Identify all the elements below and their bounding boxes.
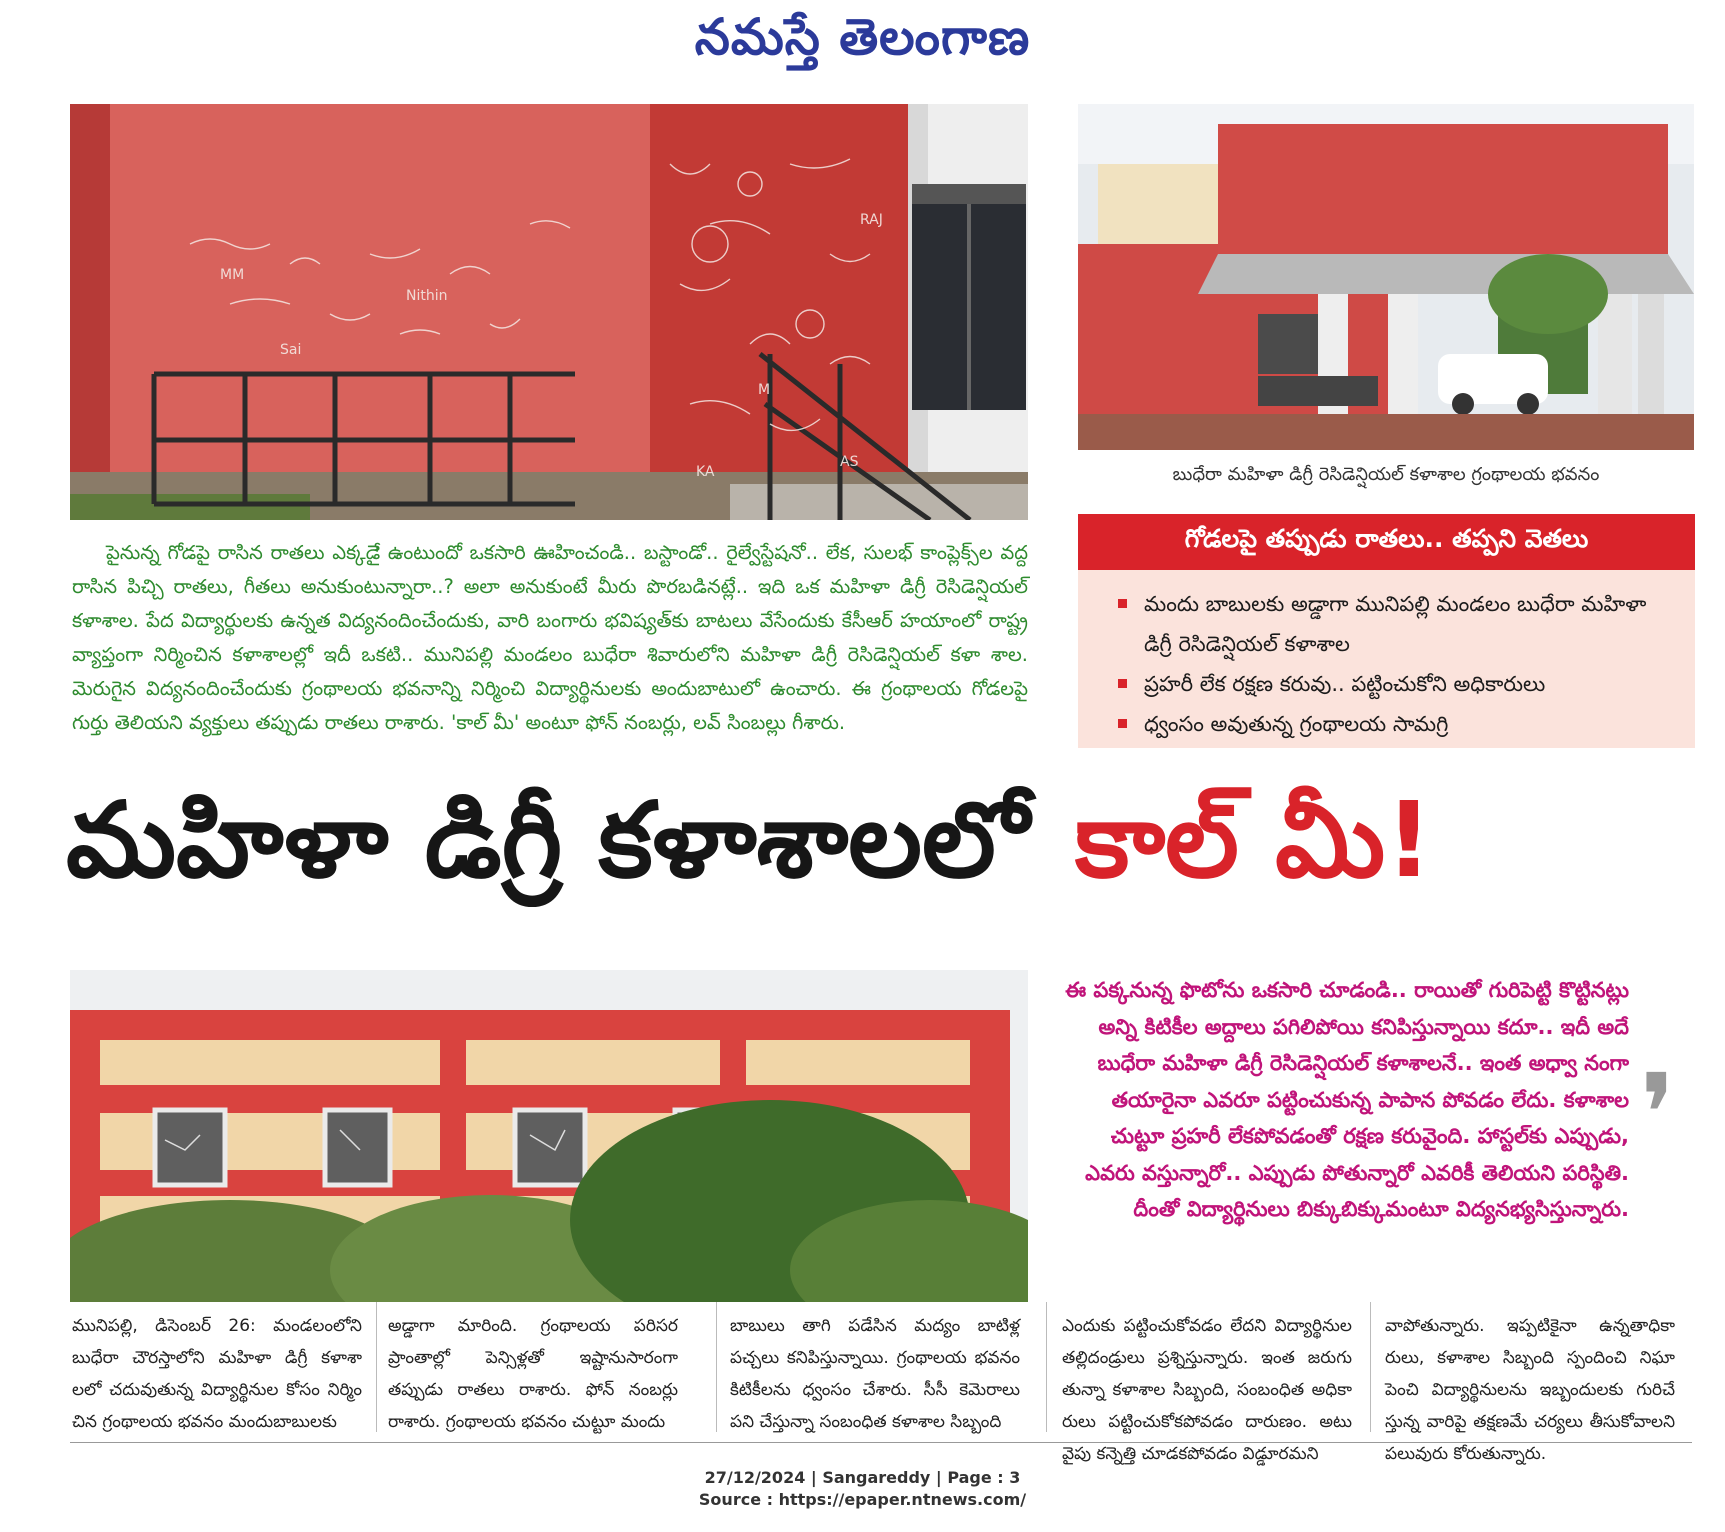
body-column-4: ఎందుకు పట్టించుకోవడం లేదని విద్యార్థినుల తల్లిదండ్రులు ప్రశ్నిస్తున్నారు. ఇంత జరుగు తున్నా కళాశాల సిబ్బంది, సంబంధిత అధికా రులు పట్టించుకోకపోవడం దారుణం. అటు వైపు కన్నెత్తి చూడకపోవడం విడ్డూరమని [1062, 1316, 1352, 1464]
highlights-list [1118, 584, 1678, 744]
column-divider [1046, 1302, 1047, 1432]
broken-windows-photo [70, 970, 1028, 1302]
library-building-photo [1078, 104, 1694, 450]
graffiti-text: Sai [280, 342, 302, 358]
intro-paragraph: పైనున్న గోడపై రాసిన రాతలు ఎక్కడైే ఉంటుందో ఒకసారి ఊహించండి.. బస్టాండో.. రైల్వేస్టేషనో.. లేక, సులభ్ కాంప్లెక్స్‌ల వద్ద రాసిన పిచ్చి రాతలు, గీతలు అనుకుంటున్నారా..? అలా అనుకుంటే మీరు పొరబడినట్లే.. ఇది ఒక మహిళా డిగ్రీ రెసిడెన్షియల్ కళాశాల. పేద విద్యార్థులకు ఉన్నత విద్యనందించేందుకు, వారి బంగారు భవిష్యత్‌కు బాటలు వేసేందుకు కేసీఆర్ హయాంలో రాష్ట్ర వ్యాప్తంగా నిర్మించిన కళాశాలల్లో ఇదీ ఒకటి.. మునిపల్లి మండలం బుధేరా శివారులోని మహిళా డిగ్రీ రెసిడెన్షియల్ కళా శాల. మెరుగైన విద్యనందించేందుకు గ్రంథాలయ భవనాన్ని నిర్మించి విద్యార్థినులకు అందుబాటులో ఉంచారు. ఈ గ్రంథాలయ గోడలపై గుర్తు తెలియని వ్యక్తులు తప్పుడు రాతలు రాశారు. 'కాల్ మీ' అంటూ ఫోన్ నంబర్లు, లవ్ సింబల్లు గీశారు. [72, 541, 1028, 734]
graffiti-text: KA [696, 464, 715, 480]
quote-mark-icon: ❜ [1640, 1050, 1676, 1178]
highlight-item: ప్రహరీ లేక రక్షణ కరువు.. పట్టించుకోని అధికారులు [1118, 664, 1678, 704]
page-bottom-rule [70, 1442, 1692, 1443]
body-column-2: అడ్డాగా మారింది. గ్రంథాలయ పరిసర ప్రాంతాల్లో పెన్సిళ్లతో ఇష్టానుసారంగా తప్పుడు రాతలు రాశారు. ఫోన్ నంబర్లు రాశారు. గ్రంథాలయ భవనం చుట్టూ మందు [388, 1316, 678, 1432]
highlights-heading: గోడలపై తప్పుడు రాతలు.. తప్పని వెతలు [1078, 514, 1695, 570]
highlight-item: ధ్వంసం అవుతున్న గ్రంథాలయ సామగ్రి [1118, 704, 1678, 744]
highlight-item: మందు బాబులకు అడ్డాగా మునిపల్లి మండలం బుధేరా మహిళా డిగ్రీ రెసిడెన్షియల్ కళాశాల [1118, 584, 1678, 664]
graffiti-text: RAJ [860, 212, 883, 228]
column-divider [376, 1302, 377, 1432]
graffiti-text: MM [220, 267, 245, 283]
masthead-title: నమస్తే తెలంగాణ [694, 8, 1031, 66]
graffiti-text: M [758, 382, 771, 398]
photo-quote-paragraph: ఈ పక్కనున్న ఫొటోను ఒకసారి చూడండి.. రాయితో గురిపెట్టి కొట్టినట్లు అన్ని కిటికీల అద్దాలు పగిలిపోయి కనిపిస్తున్నాయి కదూ.. ఇదీ అదే బుధేరా మహిళా డిగ్రీ రెసిడెన్షియల్ కళాశాలనే.. ఇంత అధ్వా నంగా తయారైనా ఎవరూ పట్టించుకున్న పాపాన పోవడం లేదు. కళాశాల చుట్టూ ప్రహరీ లేకపోవడంతో రక్షణ కరువైంది. హాస్టల్‌కు ఎప్పుడు, ఎవరు వస్తున్నారో.. ఎప్పుడు పోతున్నారో ఎవరికీ తెలియని పరిస్థితి. దీంతో విద్యార్థినులు బిక్కుబిక్కుమంటూ విద్యనభ్యసిస్తున్నారు. [1065, 978, 1629, 1221]
body-column-1: మునిపల్లి, డిసెంబర్ 26: మండలంలోని బుధేరా చౌరస్తాలోని మహిళా డిగ్రీ కళాశా లలో చదువుతున్న విద్యార్థినుల కోసం నిర్మిం చిన గ్రంథాలయ భవనం మందుబాబులకు [72, 1316, 362, 1432]
body-column-3: బాబులు తాగి పడేసిన మద్యం బాటిళ్ల పచ్చలు కనిపిస్తున్నాయి. గ్రంథాలయ భవనం కిటికీలను ధ్వంసం చేశారు. సీసీ కెమెరాలు పని చేస్తున్నా సంబంధిత కళాశాల సిబ్బంది [730, 1316, 1020, 1432]
footer-source-link[interactable]: Source : https://epaper.ntnews.com/ [698, 1490, 1027, 1509]
headline-part-black: మహిళా డిగ్రీ కళాశాలలో [66, 779, 1029, 901]
footer-edition-info: 27/12/2024 | Sangareddy | Page : 3 [704, 1468, 1021, 1487]
headline-part-red: కాల్ మీ! [1074, 779, 1433, 901]
library-building-caption: బుధేరా మహిళా డిగ్రీ రెసిడెన్షియల్ కళాశాల గ్రంథాలయ భవనం [1172, 464, 1600, 485]
body-column-5: వాపోతున్నారు. ఇప్పటికైనా ఉన్నతాధికా రులు, కళాశాల సిబ్బంది స్పందించి నిఘా పెంచి విద్యార్థినులను ఇబ్బందులకు గురిచే స్తున్న వారిపై తక్షణమే చర్యలు తీసుకోవాలని పలువురు కోరుతున్నారు. [1385, 1316, 1675, 1464]
column-divider [716, 1302, 717, 1432]
graffiti-text: AS [840, 454, 859, 470]
main-headline [66, 778, 1686, 928]
graffiti-text: Nithin [406, 288, 448, 304]
graffiti-wall-photo [70, 104, 1028, 520]
column-divider [1370, 1302, 1371, 1432]
